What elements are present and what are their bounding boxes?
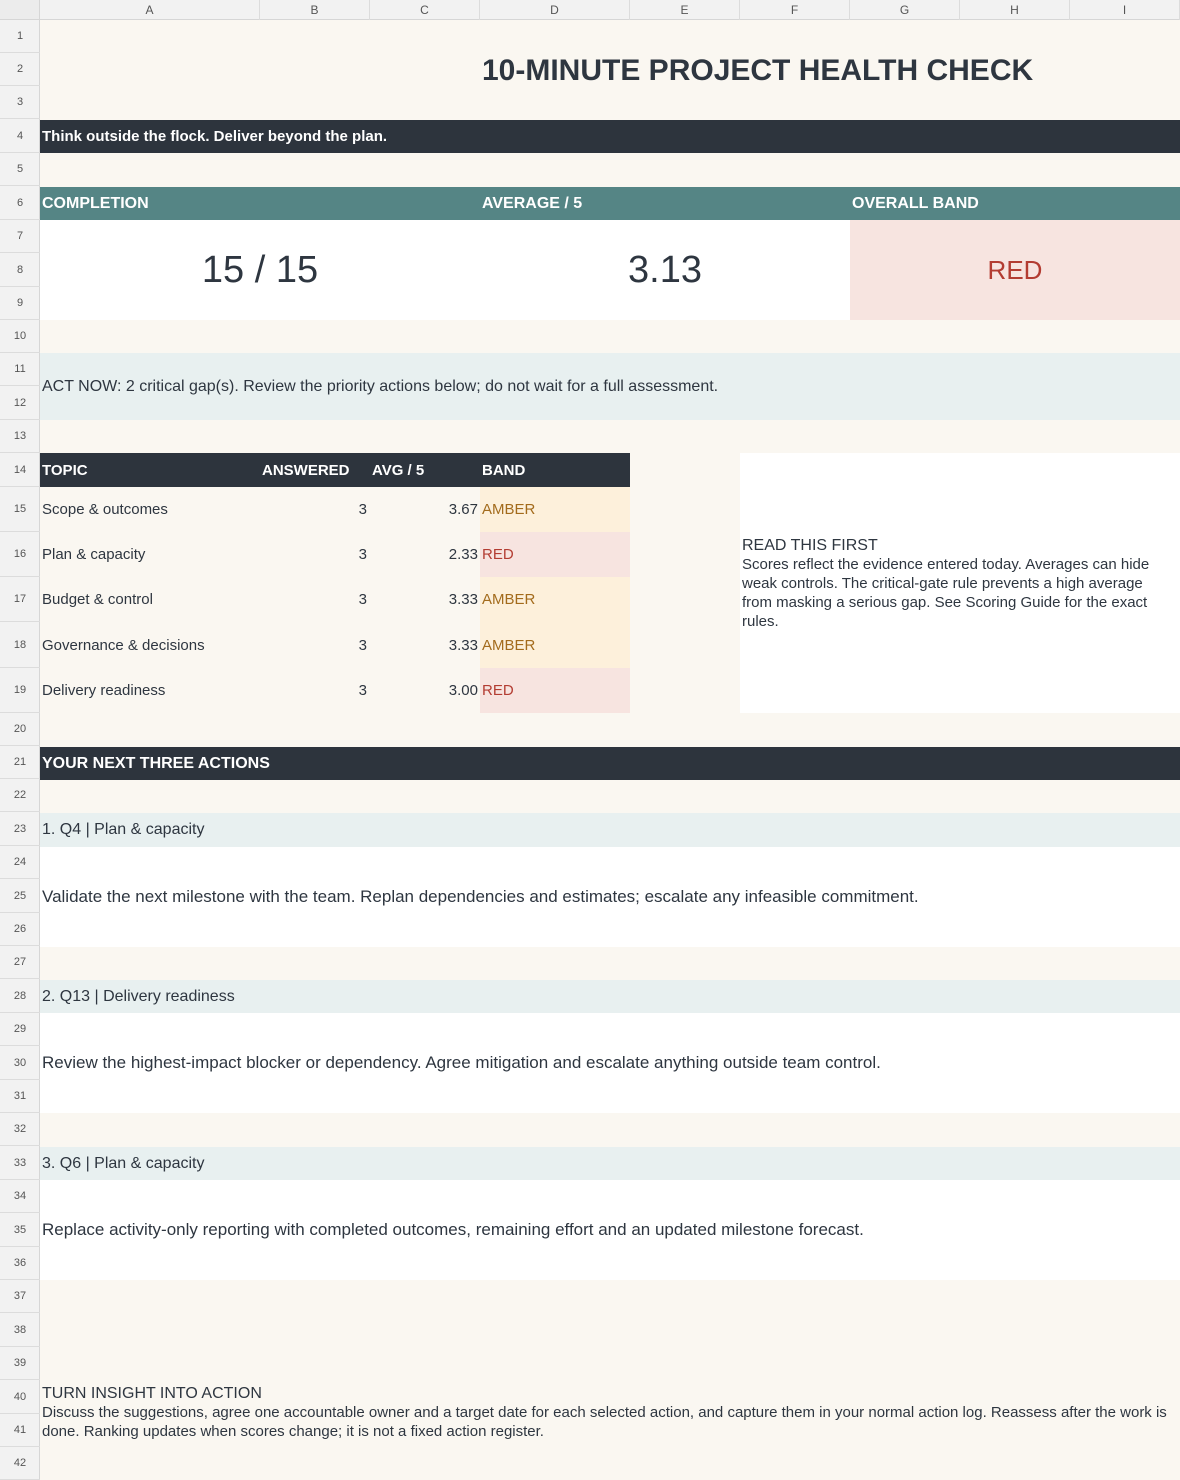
avg-cell[interactable]: 3.00 [448, 682, 478, 699]
row-header-10[interactable]: 10 [0, 320, 40, 353]
row-header-2[interactable]: 2 [0, 53, 40, 86]
table-row[interactable] [40, 668, 630, 713]
row-header-16[interactable]: 16 [0, 532, 40, 577]
avg-cell[interactable]: 3.33 [448, 636, 478, 654]
row-header-11[interactable]: 11 [0, 353, 40, 386]
topic-table-header [40, 453, 630, 487]
overall-band-value: RED [850, 220, 1180, 320]
row-header-9[interactable]: 9 [0, 287, 40, 320]
column-header-row [0, 0, 1180, 20]
action-text[interactable]: Replace activity-only reporting with completed outcomes, remaining effort and an updated milestone forecast. [40, 1180, 1180, 1280]
page-title: 10-MINUTE PROJECT HEALTH CHECK [482, 54, 1034, 87]
row-header-29[interactable]: 29 [0, 1013, 40, 1046]
row-header-35[interactable]: 35 [0, 1213, 40, 1247]
band-cell[interactable]: AMBER [480, 622, 630, 668]
row-header-20[interactable]: 20 [0, 713, 40, 746]
action-title[interactable]: 3. Q6 | Plan & capacity [40, 1147, 1180, 1180]
row-header-26[interactable]: 26 [0, 913, 40, 946]
answered-cell[interactable]: 3 [358, 636, 367, 654]
row-header-14[interactable]: 14 [0, 453, 40, 487]
row-header-19[interactable]: 19 [0, 668, 40, 713]
column-header-f[interactable]: F [740, 0, 850, 20]
band-cell[interactable]: RED [480, 668, 630, 713]
row-header-39[interactable]: 39 [0, 1347, 40, 1380]
row-header-38[interactable]: 38 [0, 1313, 40, 1347]
col-header-avg: AVG / 5 [372, 461, 425, 479]
column-header-g[interactable]: G [850, 0, 960, 20]
avg-cell[interactable]: 3.67 [448, 501, 478, 518]
row-header-34[interactable]: 34 [0, 1180, 40, 1213]
average-value: 3.13 [628, 248, 702, 291]
answered-cell[interactable]: 3 [358, 682, 367, 699]
completion-label: COMPLETION [42, 194, 149, 212]
row-header-36[interactable]: 36 [0, 1247, 40, 1280]
read-first-content [740, 536, 1180, 631]
row-header-18[interactable]: 18 [0, 622, 40, 668]
avg-cell[interactable]: 3.33 [448, 591, 478, 608]
col-header-band: BAND [482, 461, 526, 479]
row-header-7[interactable]: 7 [0, 220, 40, 253]
column-header-c[interactable]: C [370, 0, 480, 20]
column-header-a[interactable]: A [40, 0, 260, 20]
topic-cell[interactable]: Plan & capacity [42, 546, 146, 563]
row-header-32[interactable]: 32 [0, 1113, 40, 1146]
row-header-28[interactable]: 28 [0, 979, 40, 1013]
row-header-41[interactable]: 41 [0, 1414, 40, 1447]
row-header-17[interactable]: 17 [0, 577, 40, 622]
row-header-6[interactable]: 6 [0, 186, 40, 220]
row-header-4[interactable]: 4 [0, 119, 40, 153]
insight-block [40, 1384, 1180, 1448]
band-cell[interactable]: AMBER [480, 577, 630, 622]
col-header-answered: ANSWERED [262, 461, 350, 479]
answered-cell[interactable]: 3 [358, 546, 367, 563]
action-text[interactable]: Validate the next milestone with the team. Replan dependencies and estimates; escalate any infeasible commitment. [40, 847, 1180, 947]
row-header-13[interactable]: 13 [0, 420, 40, 453]
topic-cell[interactable]: Delivery readiness [42, 682, 166, 699]
band-cell[interactable]: AMBER [480, 487, 630, 532]
completion-value: 15 / 15 [201, 248, 319, 291]
action-title[interactable]: 1. Q4 | Plan & capacity [40, 813, 1180, 847]
kpi-header-band [40, 187, 1180, 220]
tagline-banner: Think outside the flock. Deliver beyond the plan. [40, 120, 1180, 153]
select-all-corner[interactable] [0, 0, 40, 20]
read-first-panel [740, 453, 1180, 713]
actions-header: YOUR NEXT THREE ACTIONS [40, 747, 1180, 780]
action-text[interactable]: Review the highest-impact blocker or dependency. Agree mitigation and escalate anything outside team control. [40, 1013, 1180, 1113]
column-header-e[interactable]: E [630, 0, 740, 20]
table-row[interactable] [40, 532, 630, 577]
row-header-column [0, 20, 40, 1480]
row-header-23[interactable]: 23 [0, 812, 40, 846]
column-header-b[interactable]: B [260, 0, 370, 20]
row-header-37[interactable]: 37 [0, 1280, 40, 1313]
column-header-d[interactable]: D [480, 0, 630, 20]
column-header-h[interactable]: H [960, 0, 1070, 20]
avg-cell[interactable]: 2.33 [448, 546, 478, 563]
answered-cell[interactable]: 3 [358, 591, 367, 608]
row-header-25[interactable]: 25 [0, 879, 40, 913]
table-row[interactable] [40, 577, 630, 622]
row-header-31[interactable]: 31 [0, 1080, 40, 1113]
topic-table-body [40, 487, 630, 713]
col-header-topic: TOPIC [42, 461, 88, 479]
row-header-21[interactable]: 21 [0, 746, 40, 779]
row-header-24[interactable]: 24 [0, 846, 40, 879]
topic-cell[interactable]: Governance & decisions [42, 636, 205, 654]
read-first-heading: READ THIS FIRST [742, 536, 878, 554]
answered-cell[interactable]: 3 [358, 501, 367, 518]
row-header-15[interactable]: 15 [0, 487, 40, 532]
row-header-33[interactable]: 33 [0, 1146, 40, 1180]
row-header-30[interactable]: 30 [0, 1046, 40, 1080]
table-row[interactable] [40, 622, 630, 668]
column-header-i[interactable]: I [1070, 0, 1180, 20]
band-cell[interactable]: RED [480, 532, 630, 577]
insight-heading: TURN INSIGHT INTO ACTION [42, 1385, 262, 1402]
insight-body: Discuss the suggestions, agree one accountable owner and a target date for each selected action, and capture them in your normal action log. Reassess after the work is done. Ranking updates when scores change; it is not a fixed action register. [42, 1404, 1167, 1440]
row-header-42[interactable]: 42 [0, 1447, 40, 1480]
row-header-1[interactable]: 1 [0, 20, 40, 53]
row-header-22[interactable]: 22 [0, 779, 40, 812]
read-first-body: Scores reflect the evidence entered today. Averages can hide weak controls. The critical-gate rule prevents a high average from masking a serious gap. See Scoring Guide for the exact rules. [742, 555, 1150, 630]
topic-cell[interactable]: Budget & control [42, 591, 153, 608]
action-title[interactable]: 2. Q13 | Delivery readiness [40, 980, 1180, 1013]
topic-cell[interactable]: Scope & outcomes [42, 501, 168, 518]
row-header-40[interactable]: 40 [0, 1380, 40, 1414]
row-header-3[interactable]: 3 [0, 86, 40, 119]
row-header-27[interactable]: 27 [0, 946, 40, 979]
row-header-12[interactable]: 12 [0, 386, 40, 420]
table-row[interactable] [40, 487, 630, 532]
alert-banner: ACT NOW: 2 critical gap(s). Review the priority actions below; do not wait for a full assessment. [40, 353, 1180, 420]
overall-band-label: OVERALL BAND [852, 194, 979, 212]
average-label: AVERAGE / 5 [482, 194, 583, 212]
row-header-8[interactable]: 8 [0, 253, 40, 287]
row-header-5[interactable]: 5 [0, 153, 40, 186]
